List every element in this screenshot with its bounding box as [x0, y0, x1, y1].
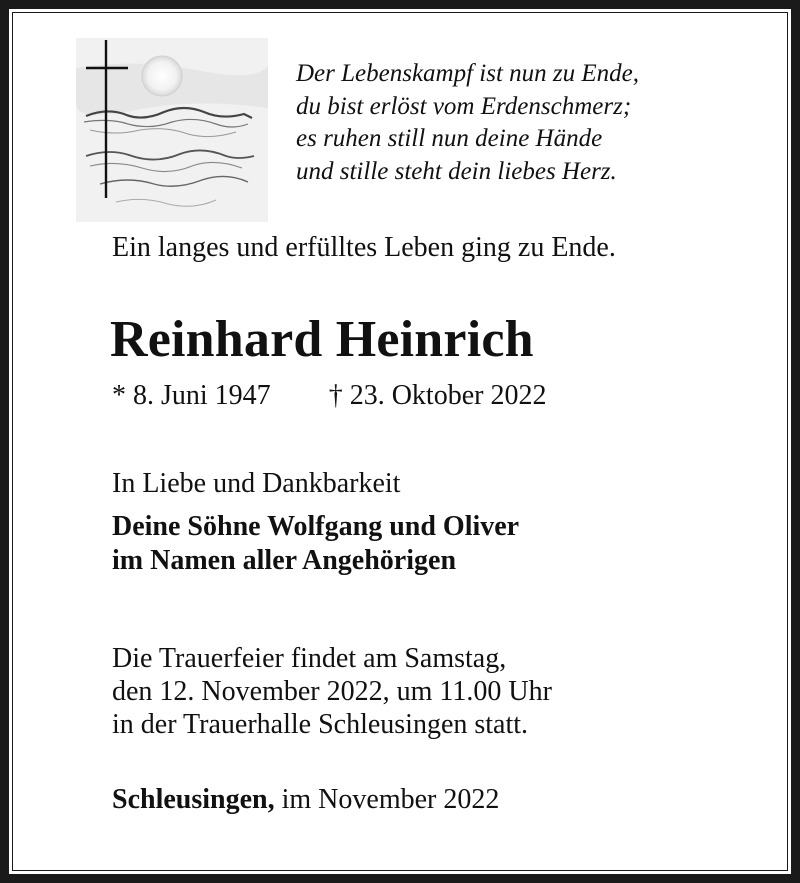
signer-line: Deine Söhne Wolfgang und Oliver — [112, 511, 520, 542]
poem — [296, 58, 736, 188]
place-date-line — [112, 784, 499, 816]
life-dates — [112, 380, 546, 412]
funeral-service-info — [112, 642, 552, 741]
poem-line: Der Lebenskampf ist nun zu Ende, — [296, 60, 640, 87]
place-city: Schleusingen, — [112, 784, 275, 815]
birth-date: * 8. Juni 1947 — [112, 380, 271, 411]
service-line: in der Trauerhalle Schleusingen statt. — [112, 709, 529, 740]
service-line: den 12. November 2022, um 11.00 Uhr — [112, 676, 552, 707]
cross-sun-landscape-icon — [76, 38, 268, 222]
signer-line: im Namen aller Angehörigen — [112, 545, 457, 576]
poem-line: es ruhen still nun deine Hände — [296, 125, 603, 152]
place-date: im November 2022 — [274, 784, 500, 815]
service-line: Die Trauerfeier findet am Samstag, — [112, 643, 507, 674]
signers — [112, 510, 519, 578]
intro-text: Ein langes und erfülltes Leben ging zu Ende. — [112, 232, 616, 263]
deceased-name: Reinhard Heinrich — [110, 311, 534, 368]
closing-phrase: In Liebe und Dankbarkeit — [112, 468, 401, 499]
poem-line: du bist erlöst vom Erdenschmerz; — [296, 92, 632, 120]
poem-line: und stille steht dein liebes Herz. — [296, 157, 617, 185]
death-date: † 23. Oktober 2022 — [328, 380, 547, 411]
